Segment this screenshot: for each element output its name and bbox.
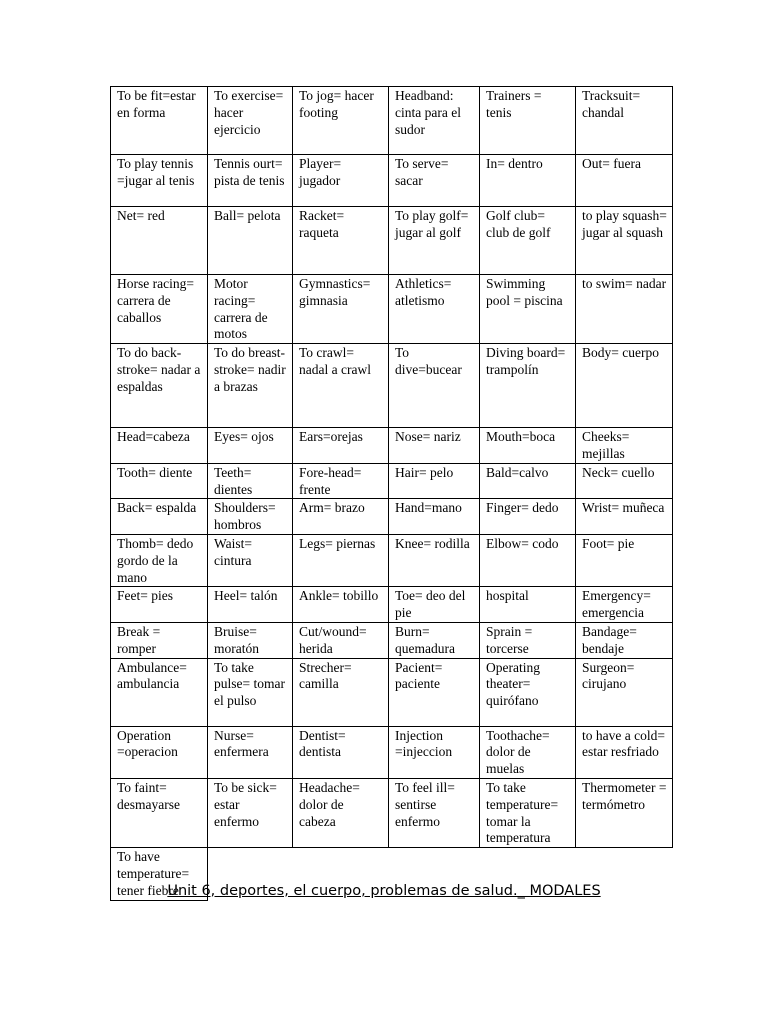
- table-cell: Foot= pie: [576, 534, 673, 586]
- table-cell: Hand=mano: [389, 499, 480, 535]
- table-cell: Feet= pies: [111, 587, 208, 623]
- table-cell: Racket= raqueta: [293, 207, 389, 275]
- table-cell: Tennis ourt= pista de tenis: [208, 155, 293, 207]
- table-cell: Horse racing= carrera de caballos: [111, 275, 208, 344]
- table-cell: To faint= desmayarse: [111, 778, 208, 847]
- table-cell: Strecher= camilla: [293, 658, 389, 726]
- table-cell: Ambulance= ambulancia: [111, 658, 208, 726]
- table-cell: In= dentro: [480, 155, 576, 207]
- table-cell: to swim= nadar: [576, 275, 673, 344]
- table-cell: Bruise= moratón: [208, 622, 293, 658]
- table-cell: To play golf= jugar al golf: [389, 207, 480, 275]
- table-cell: Elbow= codo: [480, 534, 576, 586]
- table-cell: Athletics= atletismo: [389, 275, 480, 344]
- table-row: [111, 534, 673, 586]
- table-cell: Ears=orejas: [293, 428, 389, 464]
- table-row: [111, 499, 673, 535]
- table-row: [111, 155, 673, 207]
- table-cell: Pacient= paciente: [389, 658, 480, 726]
- vocabulary-table-body: [111, 87, 673, 901]
- table-cell: Golf club= club de golf: [480, 207, 576, 275]
- table-cell: Nurse= enfermera: [208, 726, 293, 778]
- table-cell: Tracksuit= chandal: [576, 87, 673, 155]
- table-cell: Hair= pelo: [389, 463, 480, 499]
- table-cell: Fore-head= frente: [293, 463, 389, 499]
- table-cell: To be fit=estar en forma: [111, 87, 208, 155]
- table-row: [111, 428, 673, 464]
- table-cell: Cut/wound= herida: [293, 622, 389, 658]
- table-cell: Out= fuera: [576, 155, 673, 207]
- table-cell: Bald=calvo: [480, 463, 576, 499]
- table-cell: Operating theater= quirófano: [480, 658, 576, 726]
- table-cell: Head=cabeza: [111, 428, 208, 464]
- table-cell: Eyes= ojos: [208, 428, 293, 464]
- table-cell: Injection =injeccion: [389, 726, 480, 778]
- table-cell: Cheeks= mejillas: [576, 428, 673, 464]
- table-cell: To jog= hacer footing: [293, 87, 389, 155]
- table-row: [111, 463, 673, 499]
- table-cell: Emergency= emergencia: [576, 587, 673, 623]
- vocabulary-table: [110, 86, 673, 901]
- table-cell: Trainers = tenis: [480, 87, 576, 155]
- table-row: [111, 87, 673, 155]
- table-cell: Teeth= dientes: [208, 463, 293, 499]
- table-cell: Diving board= trampolín: [480, 344, 576, 428]
- table-cell: to have a cold= estar resfriado: [576, 726, 673, 778]
- table-row: [111, 726, 673, 778]
- table-cell: to play squash= jugar al squash: [576, 207, 673, 275]
- table-cell: Wrist= muñeca: [576, 499, 673, 535]
- table-cell: Gymnastics= gimnasia: [293, 275, 389, 344]
- table-cell: To have temperature= tener fiebre: [111, 848, 208, 900]
- table-cell: Neck= cuello: [576, 463, 673, 499]
- table-cell: To do back-stroke= nadar a espaldas: [111, 344, 208, 428]
- table-cell: Headband: cinta para el sudor: [389, 87, 480, 155]
- table-cell: To exercise= hacer ejercicio: [208, 87, 293, 155]
- table-cell: To take pulse= tomar el pulso: [208, 658, 293, 726]
- table-cell: Tooth= diente: [111, 463, 208, 499]
- table-cell: Burn= quemadura: [389, 622, 480, 658]
- table-cell: To serve= sacar: [389, 155, 480, 207]
- table-cell: Back= espalda: [111, 499, 208, 535]
- table-row: [111, 344, 673, 428]
- table-cell: To play tennis =jugar al tenis: [111, 155, 208, 207]
- table-cell: Motor racing= carrera de motos: [208, 275, 293, 344]
- table-row: [111, 622, 673, 658]
- table-cell: Dentist= dentista: [293, 726, 389, 778]
- table-cell: Toe= deo del pie: [389, 587, 480, 623]
- table-cell: Shoulders= hombros: [208, 499, 293, 535]
- table-cell: Finger= dedo: [480, 499, 576, 535]
- table-cell: Toothache= dolor de muelas: [480, 726, 576, 778]
- page-caption: Unit 6, deportes, el cuerpo, problemas de salud._ MODALES: [167, 883, 601, 899]
- table-cell: Headache= dolor de cabeza: [293, 778, 389, 847]
- table-cell: hospital: [480, 587, 576, 623]
- table-cell: Ball= pelota: [208, 207, 293, 275]
- table-cell: Net= red: [111, 207, 208, 275]
- table-row: [111, 658, 673, 726]
- table-cell: To do breast-stroke= nadir a brazas: [208, 344, 293, 428]
- table-cell: Arm= brazo: [293, 499, 389, 535]
- table-cell: Thomb= dedo gordo de la mano: [111, 534, 208, 586]
- table-row: [111, 275, 673, 344]
- table-cell: Body= cuerpo: [576, 344, 673, 428]
- table-cell: Surgeon= cirujano: [576, 658, 673, 726]
- table-cell: Mouth=boca: [480, 428, 576, 464]
- table-row: [111, 587, 673, 623]
- table-cell: Player= jugador: [293, 155, 389, 207]
- table-cell: To be sick= estar enfermo: [208, 778, 293, 847]
- table-cell: Sprain = torcerse: [480, 622, 576, 658]
- table-cell: Legs= piernas: [293, 534, 389, 586]
- table-cell: Bandage= bendaje: [576, 622, 673, 658]
- table-cell: Break = romper: [111, 622, 208, 658]
- table-cell: Thermometer = termómetro: [576, 778, 673, 847]
- table-cell: Swimming pool = piscina: [480, 275, 576, 344]
- table-row: [111, 207, 673, 275]
- table-row: [111, 778, 673, 847]
- table-cell: To crawl= nadal a crawl: [293, 344, 389, 428]
- table-cell: Heel= talón: [208, 587, 293, 623]
- table-cell: Waist= cintura: [208, 534, 293, 586]
- table-cell: Knee= rodilla: [389, 534, 480, 586]
- table-cell: To dive=bucear: [389, 344, 480, 428]
- table-cell: To feel ill= sentirse enfermo: [389, 778, 480, 847]
- table-cell: To take temperature= tomar la temperatura: [480, 778, 576, 847]
- table-cell: Ankle= tobillo: [293, 587, 389, 623]
- table-cell: Operation =operacion: [111, 726, 208, 778]
- table-cell: Nose= nariz: [389, 428, 480, 464]
